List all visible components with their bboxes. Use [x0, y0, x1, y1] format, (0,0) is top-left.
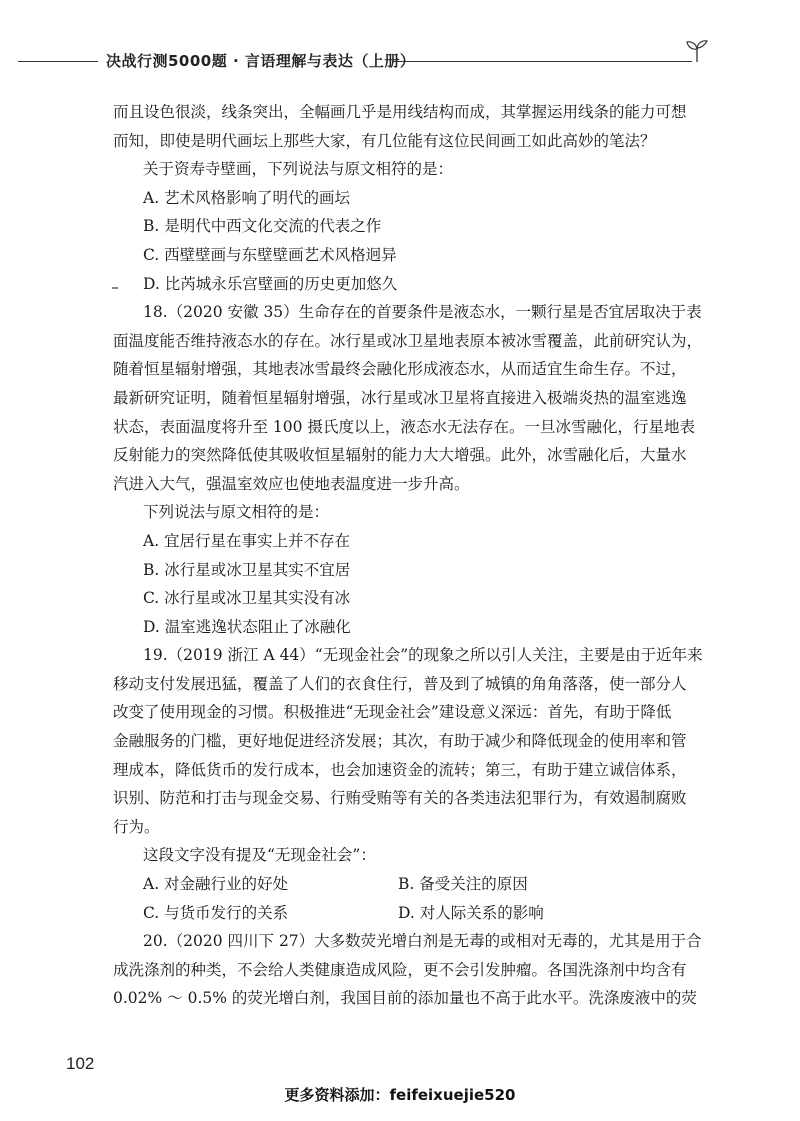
option-row	[113, 870, 713, 899]
option-b: B. 是明代中西文化交流的代表之作	[143, 217, 382, 236]
passage-line: 汽进入大气，强温室效应也使地表温度进一步升高。	[113, 474, 470, 493]
passage-line: 行为。	[113, 817, 160, 836]
passage-line: 理成本，降低货币的发行成本，也会加速资金的流转；第三，有助于建立诚信体系，	[113, 760, 687, 779]
question-stem: 这段文字没有提及“无现金社会”：	[143, 846, 376, 865]
passage-line: 反射能力的突然降低使其吸收恒星辐射的能力大大增强。此外，冰雪融化后，大量水	[113, 446, 687, 465]
q20-first-line: 20.（2020 四川下 27）大多数荧光增白剂是无毒的或相对无毒的，尤其是用于合	[143, 932, 702, 951]
option-c: C. 与货币发行的关系	[143, 903, 289, 922]
passage-line: 0.02% ～ 0.5% 的荧光增白剂，我国目前的添加量也不高于此水平。洗涤废液中的荧	[113, 989, 697, 1008]
passage-line: 改变了使用现金的习惯。积极推进“无现金社会”建设意义深远：首先，有助于降低	[113, 703, 672, 722]
option-c: C. 西壁壁画与东壁壁画艺术风格迥异	[143, 245, 397, 264]
page-number: 102	[66, 1054, 95, 1073]
header-rule-left	[18, 61, 98, 62]
book-title: 决战行测5000题 · 言语理解与表达（上册）	[106, 52, 416, 70]
option-row	[113, 899, 713, 928]
option-d: D. 对人际关系的影响	[398, 903, 544, 922]
question-stem: 下列说法与原文相符的是：	[143, 503, 330, 522]
option-b: B. 备受关注的原因	[398, 875, 528, 894]
option-b: B. 冰行星或冰卫星其实不宜居	[143, 560, 351, 579]
option-d: D. 比芮城永乐宫壁画的历史更加悠久	[143, 274, 398, 293]
passage-line: 随着恒星辐射增强，其地表冰雪最终会融化形成液态水，从而适宜生命生存。不过，	[113, 360, 687, 379]
passage-line: 而知，即使是明代画坛上那些大家，有几位能有这位民间画工如此高妙的笔法？	[113, 131, 656, 150]
passage-line: 而且设色很淡，线条突出，全幅画几乎是用线结构而成，其掌握运用线条的能力可想	[113, 103, 687, 121]
q18-first-line: 18.（2020 安徽 35）生命存在的首要条件是液态水，一颗行星是否宜居取决于表	[143, 303, 702, 322]
option-a: A. 对金融行业的好处	[143, 875, 289, 894]
scan-mark	[112, 287, 118, 289]
option-d: D. 温室逃逸状态阻止了冰融化	[143, 617, 351, 636]
footer-note: 更多资料添加：feifeixuejie520	[284, 1086, 516, 1104]
header-rule-right	[392, 61, 692, 62]
passage-line: 移动支付发展迅猛，覆盖了人们的衣食住行，普及到了城镇的角角落落，使一部分人	[113, 674, 687, 693]
passage-line: 状态，表面温度将升至 100 摄氏度以上，液态水无法存在。一旦冰雪融化，行星地表	[113, 417, 695, 436]
running-header	[0, 46, 800, 76]
page-body	[113, 98, 713, 1013]
option-a: A. 宜居行星在事实上并不存在	[143, 531, 351, 550]
sprout-icon	[684, 38, 710, 64]
passage-line: 最新研究证明，随着恒星辐射增强，冰行星或冰卫星将直接进入极端炎热的温室逃逸	[113, 388, 687, 407]
option-a: A. 艺术风格影响了明代的画坛	[143, 188, 351, 207]
passage-line: 面温度能否维持液态水的存在。冰行星或冰卫星地表原本被冰雪覆盖，此前研究认为，	[113, 331, 703, 350]
passage-line: 金融服务的门槛，更好地促进经济发展；其次，有助于减少和降低现金的使用率和管	[113, 732, 687, 751]
question-stem: 关于资寿寺壁画，下列说法与原文相符的是：	[143, 160, 454, 179]
q19-first-line: 19.（2019 浙江 A 44）“无现金社会”的现象之所以引人关注，主要是由于近年来	[143, 646, 703, 665]
option-c: C. 冰行星或冰卫星其实没有冰	[143, 589, 351, 608]
passage-line: 识别、防范和打击与现金交易、行贿受贿等有关的各类违法犯罪行为，有效遏制腐败	[113, 789, 687, 808]
passage-line: 成洗涤剂的种类，不会给人类健康造成风险，更不会引发肿瘤。各国洗涤剂中均含有	[113, 960, 687, 979]
